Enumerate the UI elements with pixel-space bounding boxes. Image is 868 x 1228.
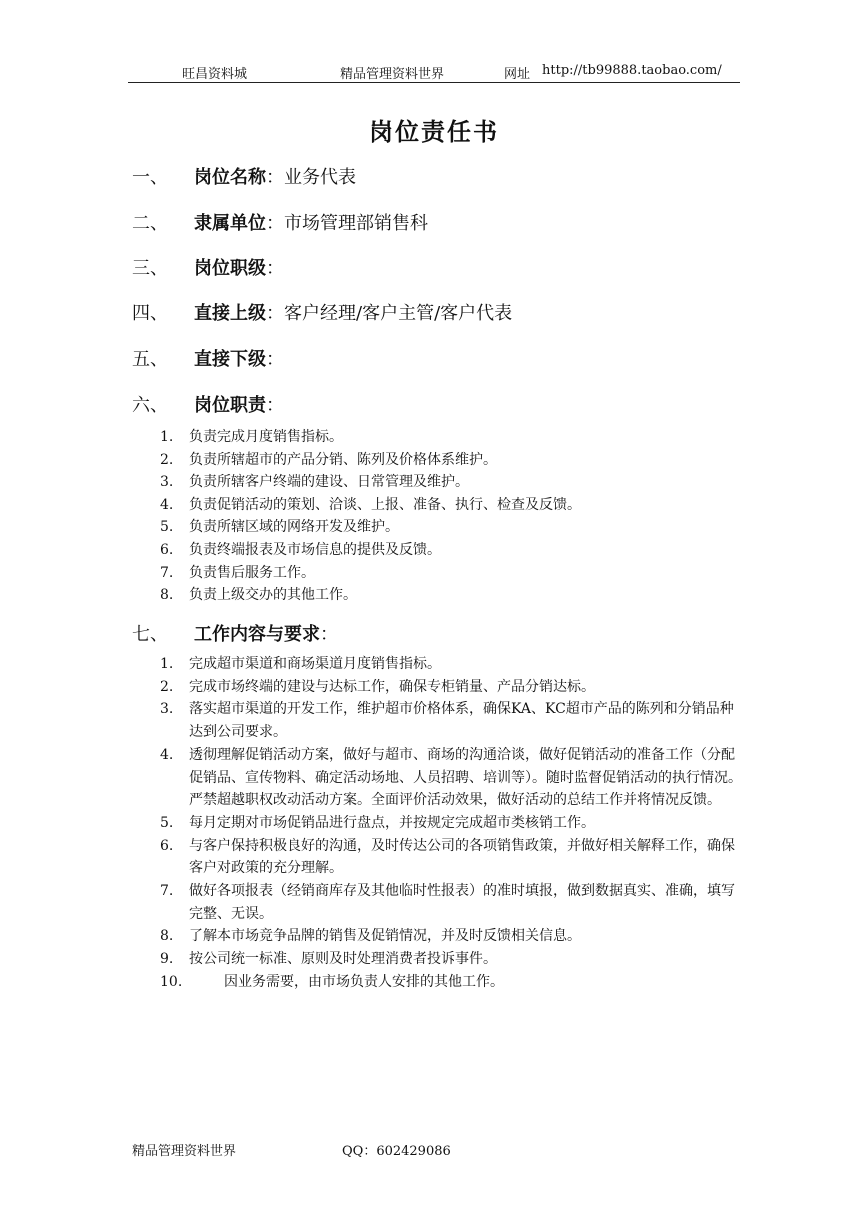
item-number: 8. <box>160 928 174 945</box>
list-item <box>160 653 744 676</box>
footer-left-text: 精品管理资料世界 <box>132 1144 237 1159</box>
list-item <box>160 449 750 472</box>
header-url-link[interactable]: http://tb99888.taobao.com/ <box>542 63 722 78</box>
list-item <box>160 516 750 539</box>
list-item <box>160 676 744 699</box>
section-number: 六、 <box>132 395 168 416</box>
item-text: 与客户保持积极良好的沟通，及时传达公司的各项销售政策，并做好相关解释工作，确保客户对政策的充分理解。 <box>189 837 735 877</box>
item-number: 2. <box>160 451 174 468</box>
item-number: 8. <box>160 587 174 604</box>
section-colon: ： <box>266 349 284 370</box>
item-text: 落实超市渠道的开发工作，维护超市价格体系，确保KA、KC超市产品的陈列和分销品种达到公司要求。 <box>189 701 734 741</box>
list-item <box>160 744 744 812</box>
section-number: 五、 <box>132 349 168 370</box>
section-label: 直接下级 <box>194 349 266 370</box>
header-url-label: 网址 <box>504 67 531 82</box>
list-item <box>160 698 744 743</box>
page-header <box>128 62 740 83</box>
section-responsibilities <box>132 391 284 417</box>
list-item <box>160 494 750 517</box>
section-work-content <box>132 620 338 646</box>
section-label: 工作内容与要求 <box>194 624 320 645</box>
section-label: 岗位职级 <box>194 258 266 279</box>
item-text: 负责售后服务工作。 <box>189 564 315 581</box>
item-number: 4. <box>160 496 174 513</box>
item-number: 7. <box>160 564 174 581</box>
section-label: 隶属单位 <box>194 213 266 234</box>
section-number: 四、 <box>132 303 168 324</box>
section-position-name <box>132 163 356 189</box>
section-colon: ： <box>320 624 338 645</box>
item-number: 10. <box>160 973 183 990</box>
item-text: 做好各项报表（经销商库存及其他临时性报表）的准时填报，做到数据真实、准确，填写完整、无误。 <box>189 883 735 922</box>
section-label: 岗位职责 <box>194 395 266 416</box>
item-text: 按公司统一标准、原则及时处理消费者投诉事件。 <box>189 951 497 968</box>
list-item <box>160 971 744 994</box>
item-text: 负责终端报表及市场信息的提供及反馈。 <box>189 541 441 558</box>
section-value: 业务代表 <box>284 167 356 188</box>
header-middle-text: 精品管理资料世界 <box>340 67 445 82</box>
list-item <box>160 584 750 607</box>
section-direct-superior <box>132 299 512 325</box>
list-item <box>160 812 744 835</box>
item-number: 7. <box>160 883 174 900</box>
item-text: 每月定期对市场促销品进行盘点，并按规定完成超市类核销工作。 <box>189 814 595 831</box>
item-text: 负责所辖超市的产品分销、陈列及价格体系维护。 <box>189 451 497 468</box>
item-text: 了解本市场竞争品牌的销售及促销情况，并及时反馈相关信息。 <box>189 928 581 945</box>
list-item <box>160 948 744 971</box>
section-colon: ： <box>266 395 284 416</box>
list-item <box>160 471 750 494</box>
section-colon: ： <box>266 258 284 279</box>
item-number: 2. <box>160 678 174 695</box>
document-title: 岗位责任书 <box>369 117 499 146</box>
section-colon: ： <box>266 303 284 324</box>
item-text: 负责上级交办的其他工作。 <box>189 587 357 604</box>
section-label: 岗位名称 <box>194 167 266 188</box>
item-text: 负责所辖区域的网络开发及维护。 <box>189 519 399 536</box>
section-colon: ： <box>266 167 284 188</box>
item-text: 负责完成月度销售指标。 <box>189 429 343 445</box>
section-position-level <box>132 254 284 280</box>
item-number: 3. <box>160 474 174 491</box>
item-text: 因业务需要，由市场负责人安排的其他工作。 <box>224 973 504 990</box>
item-text: 完成超市渠道和商场渠道月度销售指标。 <box>189 656 441 672</box>
requirements-list <box>160 653 744 994</box>
section-number: 一、 <box>132 167 168 188</box>
section-number: 七、 <box>132 624 168 645</box>
item-number: 1. <box>160 429 174 445</box>
section-direct-subordinate <box>132 345 284 371</box>
item-text: 透彻理解促销活动方案，做好与超市、商场的沟通洽谈，做好促销活动的准备工作（分配促销品、宣传物料、确定活动场地、人员招聘、培训等）。随时监督促销活动的执行情况。严禁超越职权改动活动方案。全面评价活动效果，做好活动的总结工作并将情况反馈。 <box>189 746 742 809</box>
item-number: 5. <box>160 519 174 536</box>
list-item <box>160 426 750 449</box>
section-label: 直接上级 <box>194 303 266 324</box>
item-text: 完成市场终端的建设与达标工作，确保专柜销量、产品分销达标。 <box>189 678 595 695</box>
list-item <box>160 880 744 925</box>
list-item <box>160 562 750 585</box>
section-value: 客户经理/客户主管/客户代表 <box>284 303 513 324</box>
item-number: 9. <box>160 951 174 968</box>
section-number: 二、 <box>132 213 168 234</box>
item-number: 3. <box>160 701 174 718</box>
item-number: 6. <box>160 541 174 558</box>
responsibilities-list <box>160 426 750 607</box>
list-item <box>160 925 744 948</box>
header-left-text: 旺昌资料城 <box>182 67 248 82</box>
item-text: 负责所辖客户终端的建设、日常管理及维护。 <box>189 474 469 491</box>
section-colon: ： <box>266 213 284 234</box>
section-value: 市场管理部销售科 <box>284 213 428 234</box>
item-number: 4. <box>160 746 174 763</box>
item-number: 6. <box>160 837 174 854</box>
list-item <box>160 539 750 562</box>
item-number: 5. <box>160 814 174 831</box>
item-text: 负责促销活动的策划、洽谈、上报、准备、执行、检查及反馈。 <box>189 496 581 513</box>
item-number: 1. <box>160 656 174 672</box>
footer-qq-text: QQ：602429086 <box>342 1144 451 1159</box>
list-item <box>160 835 744 880</box>
section-department <box>132 209 428 235</box>
section-number: 三、 <box>132 258 168 279</box>
